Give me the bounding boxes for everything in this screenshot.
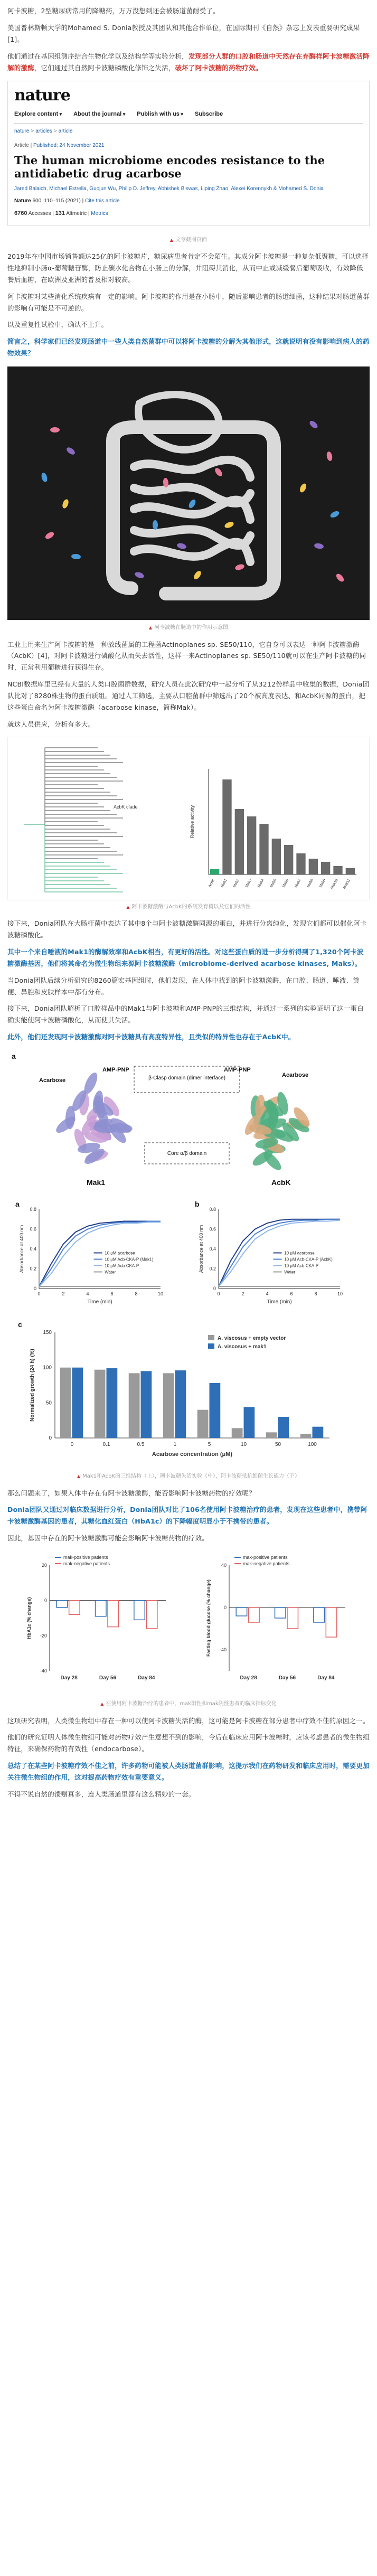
growth-x-label: Acarbose concentration (μM) (152, 1451, 233, 1458)
growth-legend-swatch (208, 1335, 214, 1340)
body-p20 (7, 1760, 370, 1783)
body-p14-text: 此外，他们还发现阿卡波糖激酶对阿卡波糖具有高度特异性，且类似的特异性也存在于AcbK中。 (7, 1033, 295, 1041)
tree-branch (24, 755, 110, 824)
journal-name: Nature (14, 198, 31, 204)
body-p10: 接下来，Donia团队在大肠杆菌中表达了其中8个与阿卡波糖激酶同源的蛋白，并进行分离纯化，发现它们都可以催化阿卡波糖磷酸化。 (7, 919, 367, 939)
growth-bar (278, 1417, 289, 1438)
metrics-link[interactable]: Metrics (91, 211, 108, 217)
tree-branch (24, 792, 110, 824)
growth-x-tick: 5 (208, 1442, 211, 1448)
tree-branch (24, 824, 110, 829)
bacterium (224, 521, 234, 529)
curve-x-label: Time (min) (87, 1299, 112, 1305)
patient-bar (134, 1601, 145, 1620)
curve-y-tick: 0 (33, 1286, 36, 1292)
journal-info: Nature 600, 110–115 (2021) | Cite this article (14, 198, 120, 204)
nav-about-journal[interactable]: About the journal ▾ (73, 109, 125, 119)
activity-tick-label: Mak11 (342, 878, 352, 890)
intro-p0: 阿卡波糖，2型糖尿病常用的降糖药，万万没想到还会被肠道菌耐受了。 (7, 7, 220, 15)
intro-p2-c: ，它们通过其自然阿卡波糖磷酸化修饰之失活， (34, 63, 175, 72)
growth-bar (232, 1428, 243, 1438)
tree-branch (24, 818, 123, 824)
crumb-articles[interactable]: articles (35, 128, 52, 134)
tree-branch (24, 824, 117, 851)
patient-bar (236, 1607, 247, 1616)
patient-y-label: Fasting blood glucose (% change) (206, 1580, 211, 1657)
nature-nav (14, 109, 363, 123)
growth-bar (210, 1383, 221, 1438)
tree-branch (24, 824, 98, 877)
curve-legend-label: 10 μM Acb-CKA-P (Mak1) (105, 1257, 154, 1262)
body-p3: 2019年在中国市场销售额达25亿的阿卡波糖片，糖尿病患者肯定不会陌生。其成分阿卡波糖是一种复杂低聚糖，可以选择性地抑制小肠α-葡萄糖苷酶，防止碳水化合物在小肠上的分解，并阻碍其消化，从而中止或减缓餐后葡萄吸收，有效降低餐后血糖，在欧洲及亚洲的普及相对较高。 (7, 252, 369, 284)
tree-branch (24, 824, 110, 885)
curve-x-tick: 2 (62, 1291, 65, 1297)
panel-letter-a: a (12, 1052, 16, 1061)
body-p7: 工业上用来生产阿卡波糖的是一种放线菌属的工程菌Actinoplanes sp. SE50/110，它自身可以表达一种阿卡波糖激酶（AcbK）[4]，对阿卡波糖进行磷酸化从而失去活性，这样一来Actinoplanes sp. SE50/110就可以在生产阿卡波糖的同时，正常利用葡糖进行获得生存。 (7, 640, 366, 672)
tree-branch (24, 811, 110, 824)
curve-x-tick: 10 (337, 1291, 343, 1297)
patient-y-tick: 0 (223, 1605, 227, 1611)
phylogeny-figure (7, 737, 370, 900)
growth-legend-swatch (208, 1343, 214, 1349)
tree-branch (24, 824, 123, 892)
curve-x-tick: 8 (135, 1291, 138, 1297)
body-p5: 以及重复性试验中，确认不上升。 (7, 321, 108, 329)
growth-bar (175, 1370, 186, 1438)
activity-tick-label: Mak4 (257, 878, 265, 888)
patient-bar (96, 1601, 106, 1616)
curve-y-tick: 0.6 (30, 1226, 36, 1232)
growth-bar (95, 1370, 106, 1438)
growth-bar (129, 1373, 140, 1438)
patient-legend-label: mak-positive patients (243, 1555, 288, 1560)
growth-x-tick: 0 (70, 1442, 74, 1448)
body-p11-text: 其中一个来自唾液的Mak1的酶解效率和AcbK相当，有更好的活性。对这些蛋白质的进一步分析得到了1,320个阿卡波糖激酶基因，他们将其命名为微生物组来源阿卡波糖激酶（microbiome-derived acarbose kinases, Maks）。 (7, 947, 364, 967)
struct-caption-text: Mak1和AcbK的三维结构（上），阿卡波糖失活实验（中），阿卡波糖抵抗细菌生长能力（下） (82, 1473, 300, 1480)
body-p18: 这项研究表明，人类微生物组中存在一种可以使阿卡波糖失活的酶，这可能是阿卡波糖在部分患者中疗效不佳的原因之一。 (7, 1716, 370, 1725)
growth-bar (107, 1368, 118, 1438)
tree-branch (24, 788, 104, 824)
activity-tick-label: Mak8 (306, 878, 315, 888)
curve-legend-label: 10 μM acarbose (284, 1251, 315, 1256)
patient-caption (7, 1699, 370, 1709)
curve-y-tick: 0 (213, 1286, 216, 1292)
phylogeny-svg (8, 737, 370, 901)
patient-bar (326, 1607, 336, 1637)
patient-x-tick: Day 28 (240, 1675, 257, 1681)
nav-publish-with-us[interactable]: Publish with us ▾ (137, 109, 183, 119)
body-p14 (7, 1031, 370, 1043)
body-p4-text: 阿卡波糖对某些消化系统疾病有一定的影响。阿卡波糖的作用是在小肠中，随后影响患者的肠道细菌，这种结果对肠道菌群的影响有可能是不可逆的。 (7, 292, 370, 312)
bacterium (176, 542, 187, 550)
curve-y-label: Absorbance at 400 nm (19, 1225, 24, 1273)
body-p12: 当Donia团队后续分析研究的8260篇宏基因组时，他们发现，在人体中找到的阿卡波糖激酶，在口腔、肠道、唾液、粪便、鼻腔和皮肤样本中都有分布。 (7, 976, 360, 996)
tree-branch (24, 770, 104, 824)
curve-x-tick: 2 (241, 1291, 244, 1297)
bacterium (187, 499, 197, 510)
ascending-colon (113, 472, 131, 588)
nature-article-card (7, 81, 370, 225)
intro-p2 (7, 51, 370, 74)
crumb-article[interactable]: article (58, 128, 73, 134)
tree-branch (24, 766, 98, 824)
growth-legend-label: A. viscosus + mak1 (218, 1344, 267, 1350)
growth-y-tick: 150 (43, 1330, 52, 1336)
intro-p2-d: 破坏了阿卡波糖的药物疗效。 (175, 63, 262, 72)
bacterium (61, 499, 70, 509)
growth-bar (300, 1434, 312, 1438)
body-p9: 就这人员供应，分析有多大。 (7, 720, 95, 728)
activity-bar (235, 809, 244, 875)
clade-label: AcbK clade (114, 804, 138, 810)
activity-bar (309, 859, 318, 875)
patient-x-tick: Day 84 (317, 1675, 335, 1681)
crumb-nature[interactable]: nature (14, 128, 30, 134)
tree-branch (24, 824, 104, 844)
growth-chart (7, 1311, 370, 1470)
bacterium (44, 531, 55, 540)
tree-branch (24, 803, 98, 824)
patient-bar (56, 1601, 67, 1607)
patient-y-tick: -40 (219, 1647, 227, 1653)
article-title: The human microbiome encodes resistance to the antidiabetic drug acarbose (14, 153, 325, 181)
article-metrics: 6760 Accesses | 131 Altmetric | Metrics (14, 210, 108, 217)
curve-y-tick: 0.2 (30, 1266, 36, 1272)
growth-bar (244, 1407, 255, 1438)
patient-y-label: HbA1c (% change) (26, 1597, 32, 1639)
tree-branch (24, 824, 117, 888)
growth-x-tick: 100 (308, 1442, 317, 1448)
tree-branch (24, 824, 98, 859)
growth-legend-label: A. viscosus + empty vector (218, 1336, 286, 1342)
growth-x-tick: 0.5 (137, 1442, 145, 1448)
bacterium (214, 467, 224, 477)
bacterium (134, 571, 145, 579)
tree-branch (24, 814, 117, 824)
curve-x-tick: 0 (217, 1291, 220, 1297)
caption-triangle-icon: ▲ (148, 625, 153, 631)
caption-triangle-icon: ▲ (169, 237, 174, 242)
article-page (0, 5, 377, 1821)
growth-bar (72, 1368, 83, 1438)
curve-x-tick: 6 (110, 1291, 114, 1297)
author-list[interactable]: Jared Balaich, Michael Estrella, Guojun Wu, Philip D. Jeffrey, Abhishek Biswas, Liping Zhao, Alexei Korennykh & Mohamed S. Donia (14, 185, 324, 192)
body-p6-text: 简言之，科学家们已经发现肠道中一些人类自然菌群中可以将阿卡波糖的分解为其他形式，这就说明有没有影响到病人的药物效果？ (7, 337, 370, 358)
body-p16 (7, 1504, 370, 1527)
growth-panel-letter: c (18, 1320, 22, 1329)
caption-triangle-icon: ▲ (77, 1474, 81, 1479)
activity-bar (284, 845, 293, 875)
curve-x-label: Time (min) (267, 1299, 292, 1305)
bacterium (50, 427, 60, 433)
curve-legend-label: Water (105, 1270, 116, 1275)
bacterium (193, 570, 203, 580)
body-p11 (7, 946, 370, 970)
curve-y-tick: 0.2 (209, 1266, 216, 1272)
curve-legend-label: 10 μM Acb-CKA-P (284, 1263, 319, 1268)
label-amppnp-right: AMP-PNP (224, 1067, 251, 1074)
body-p19 (7, 1732, 370, 1755)
patient-x-tick: Day 84 (138, 1675, 155, 1681)
altmetric-label: Altmetric (66, 211, 87, 217)
bacterium (234, 563, 245, 571)
body-p19-text: 他们的研究证明人体微生物组可能对药物疗效产生意想不到的影响，今后在临床应用阿卡波糖时，应该考虑患者的微生物组特征，来确保药物的有效性（endocarbose）。 (7, 1733, 370, 1753)
patient-bar (249, 1607, 259, 1622)
bacterium (314, 543, 324, 550)
body-p13: 接下来，Donia团队解析了口腔样品中的Mak1与阿卡波糖和AMP-PNP的三维结构，并通过一系列的实验证明了这一蛋白确实能使阿卡波糖磷酸化，从而使其失活。 (7, 1004, 364, 1024)
patient-svg (7, 1549, 370, 1697)
label-amppnp-left: AMP-PNP (102, 1067, 129, 1074)
body-p16-text: Donia团队又通过对临床数据进行分析，Donia团队对比了106名使用阿卡波糖治疗的患者，发现在这些患者中，携带阿卡波糖激酶基因的患者，其糖化血红蛋白（HbA1c）的下降幅度明显小于不携带的患者。 (7, 1506, 367, 1526)
tree-branch (24, 785, 98, 824)
patient-legend-label: mak-negative patients (63, 1561, 110, 1567)
patient-legend-label: mak-positive patients (63, 1555, 108, 1560)
activity-bar (247, 816, 256, 875)
activity-tick-label: Mak10 (330, 878, 339, 890)
growth-bar (141, 1371, 152, 1438)
patient-caption-text: 在使用阿卡波糖治疗的患者中，mak阳性和mak阴性患者的临床指标变化 (106, 1701, 277, 1707)
caption-triangle-icon: ▲ (126, 904, 130, 909)
bacterium (308, 419, 319, 429)
activity-tick-label: Mak3 (244, 878, 253, 888)
gut-caption-text: 阿卡波糖在肠道中的作用示意图 (154, 625, 229, 631)
growth-bar (313, 1427, 324, 1438)
nav-explore-content[interactable]: Explore content ▾ (14, 109, 62, 119)
bacterium (71, 553, 81, 560)
activity-bar (346, 868, 355, 875)
caption-triangle-icon: ▲ (100, 1701, 104, 1707)
tree-branch (24, 824, 117, 870)
body-p15: 那么问题来了，如果人体中存在有阿卡波糖激酶，能否影响阿卡波糖药物的疗效呢？ (7, 1489, 256, 1497)
activity-bar (296, 853, 305, 875)
label-core-domain: Core α/β domain (167, 1151, 207, 1157)
tree-branch (24, 824, 104, 862)
curve-legend-label: 10 μM acarbose (105, 1251, 135, 1256)
bacterium (299, 483, 308, 494)
article-type: Article (14, 143, 29, 149)
patient-bar (314, 1607, 324, 1622)
patient-y-tick: 40 (221, 1563, 227, 1568)
growth-y-tick: 0 (49, 1435, 52, 1442)
nature-logo[interactable]: nature (14, 86, 70, 105)
body-p4 (7, 291, 370, 314)
patient-bar (108, 1601, 118, 1627)
curve-x-tick: 6 (290, 1291, 293, 1297)
bacterium (335, 572, 345, 583)
curve-x-tick: 0 (37, 1291, 41, 1297)
growth-x-tick: 10 (240, 1442, 247, 1448)
activity-bar (259, 824, 268, 875)
activity-bar (333, 866, 342, 875)
published-date: Published: 24 November 2021 (33, 143, 105, 149)
phylo-y-label: Relative activity (190, 805, 195, 838)
curve-x-tick: 4 (86, 1291, 89, 1297)
patient-y-tick: -40 (40, 1668, 47, 1674)
growth-bar (163, 1373, 174, 1438)
bacterium (329, 510, 341, 519)
tree-branch (24, 763, 123, 824)
tree-branch (24, 824, 123, 836)
intro-p2-a: 他们通过在基因组测序结合生物化学以及结构学等实验分析， (7, 52, 188, 60)
growth-bar (197, 1410, 209, 1438)
label-beta-clasp: β-Clasp domain (dimer interface) (148, 1075, 225, 1082)
tree-branch (24, 822, 98, 824)
growth-bar (266, 1432, 277, 1438)
patient-legend-label: mak-negative patients (243, 1561, 290, 1567)
label-mak1: Mak1 (87, 1178, 106, 1187)
growth-x-tick: 0.1 (102, 1442, 110, 1448)
curve-legend-label: 10 μM Acb-CKA-P (105, 1263, 139, 1268)
growth-x-tick: 50 (275, 1442, 281, 1448)
curve-series-line (39, 1221, 161, 1287)
patient-y-tick: 0 (44, 1597, 47, 1603)
activity-bar (210, 869, 219, 875)
patient-x-tick: Day 56 (99, 1675, 117, 1681)
curve-y-tick: 0.4 (30, 1246, 36, 1252)
article-meta: Article | Published: 24 November 2021 (14, 143, 105, 149)
patient-bar (287, 1607, 298, 1629)
body-p17: 因此，基因中存在的阿卡波糖激酶可能会影响阿卡波糖药物的疗效。 (7, 1534, 209, 1543)
breadcrumb: nature > articles > article (14, 128, 73, 134)
struct-caption (7, 1472, 370, 1481)
phylo-caption (7, 902, 370, 912)
growth-y-tick: 50 (45, 1400, 52, 1406)
tree-branch (24, 748, 98, 824)
patient-bar (69, 1601, 80, 1615)
structure-svg (7, 1050, 370, 1193)
curve-legend-label: Water (284, 1270, 296, 1275)
patient-x-tick: Day 28 (60, 1675, 78, 1681)
label-acbk: AcbK (271, 1178, 291, 1187)
tree-branch (24, 824, 110, 866)
small-intestine-coil (134, 542, 250, 562)
gut-caption (7, 623, 370, 633)
absorbance-curves (7, 1196, 370, 1307)
nav-subscribe[interactable]: Subscribe (194, 111, 223, 118)
curve-x-tick: 4 (266, 1291, 269, 1297)
altmetric-count: 131 (55, 210, 65, 217)
growth-svg (7, 1311, 370, 1470)
activity-bar (272, 839, 281, 875)
activity-bar (321, 862, 330, 875)
bacterium (41, 472, 49, 483)
tree-branch (24, 777, 117, 824)
curve-svg (7, 1196, 370, 1307)
gut-svg (7, 366, 370, 620)
accesses-label: Accesses (28, 211, 51, 217)
bacterium (153, 520, 158, 530)
curve-x-tick: 8 (314, 1291, 317, 1297)
activity-tick-label: Mak6 (281, 878, 290, 888)
curve-y-tick: 0.8 (30, 1207, 36, 1212)
bacterium (65, 446, 76, 456)
curve-legend-label: 10 μM Acb-CKA-P (AcbK) (284, 1257, 333, 1262)
patient-y-tick: -20 (40, 1633, 47, 1639)
growth-x-tick: 1 (173, 1442, 177, 1448)
small-intestine-coil (134, 460, 250, 477)
body-p8: NCBI数据库里已经有大量的人类口腔菌群数据，研究人员在此次研究中一起分析了从3212份样品中收集的数据，Donia团队比对了8280株生物的蛋白质组。通过人工筛选，主要从口腔菌群中筛选出了20个被高度表达、和AcbK同源的蛋白，把这些蛋白命名为阿卡波糖激酶（acarbose kinase，简称Mak）。 (7, 680, 370, 711)
curve-x-tick: 10 (157, 1291, 164, 1297)
body-p6 (7, 336, 370, 359)
intro-p1: 美国普林斯顿大学的Mohamed S. Donia教授及其团队和其他合作单位，在国际期刊《自然》杂志上发表重要研究成果[1]。 (7, 23, 360, 43)
activity-tick-label: Mak5 (269, 878, 278, 888)
phylo-caption-text: 阿卡波糖激酶与AcbK的系统发育树以及它们的活性 (131, 904, 251, 910)
intro-p2-b: 发现部分人群的口腔和肠道中天然存在弃酶样阿卡波糖激活降解的激酶 (7, 52, 370, 72)
patient-bar (275, 1607, 286, 1618)
growth-y-tick: 100 (43, 1365, 52, 1371)
activity-tick-label: Mak2 (232, 878, 241, 888)
gut-illustration (7, 366, 370, 620)
activity-tick-label: Mak1 (220, 878, 228, 888)
nature-caption (7, 236, 370, 245)
patient-bar (146, 1601, 157, 1629)
curve-y-label: Absorbance at 400 nm (199, 1225, 204, 1273)
activity-bar (222, 779, 231, 875)
patient-y-tick: 20 (41, 1563, 47, 1568)
journal-volume: 600, 110–115 (2021) (32, 198, 81, 204)
body-p20-text: 总结了在某些阿卡波糖疗效不佳之前，许多药物可能被人类肠道菌群影响，这提示我们在药物研发和临床应用时，需要更加关注微生物组的作用，这对提高药物疗效有重要意义。 (7, 1762, 370, 1782)
protein-structures (7, 1050, 370, 1193)
patient-x-tick: Day 56 (278, 1675, 296, 1681)
growth-y-label: Normalized growth (24 h) (%) (30, 1349, 35, 1422)
curve-y-tick: 0.4 (209, 1246, 216, 1252)
cite-link[interactable]: Cite this article (85, 198, 120, 204)
nature-caption-text: 文章截图页面 (175, 237, 208, 243)
activity-tick-label: Mak9 (318, 878, 327, 888)
patient-charts (7, 1549, 370, 1697)
curve-panel-letter: b (195, 1200, 200, 1209)
curve-y-tick: 0.6 (209, 1226, 216, 1232)
label-acarbose-right: Acarbose (282, 1072, 309, 1079)
accesses-count: 6760 (14, 210, 27, 217)
bacterium (326, 451, 333, 462)
tree-branch (24, 796, 117, 824)
activity-tick-label: Mak7 (294, 878, 302, 888)
label-acarbose-left: Acarbose (39, 1077, 66, 1084)
body-p21: 不得不说自然的馈赠真多，连人类肠道里都有这么精妙的一套。 (7, 1790, 195, 1798)
tree-branch (24, 824, 98, 840)
growth-bar (60, 1368, 71, 1438)
curve-panel-letter: a (15, 1200, 20, 1209)
curve-y-tick: 0.8 (209, 1207, 216, 1212)
activity-tick-label: AcbK (208, 878, 216, 888)
